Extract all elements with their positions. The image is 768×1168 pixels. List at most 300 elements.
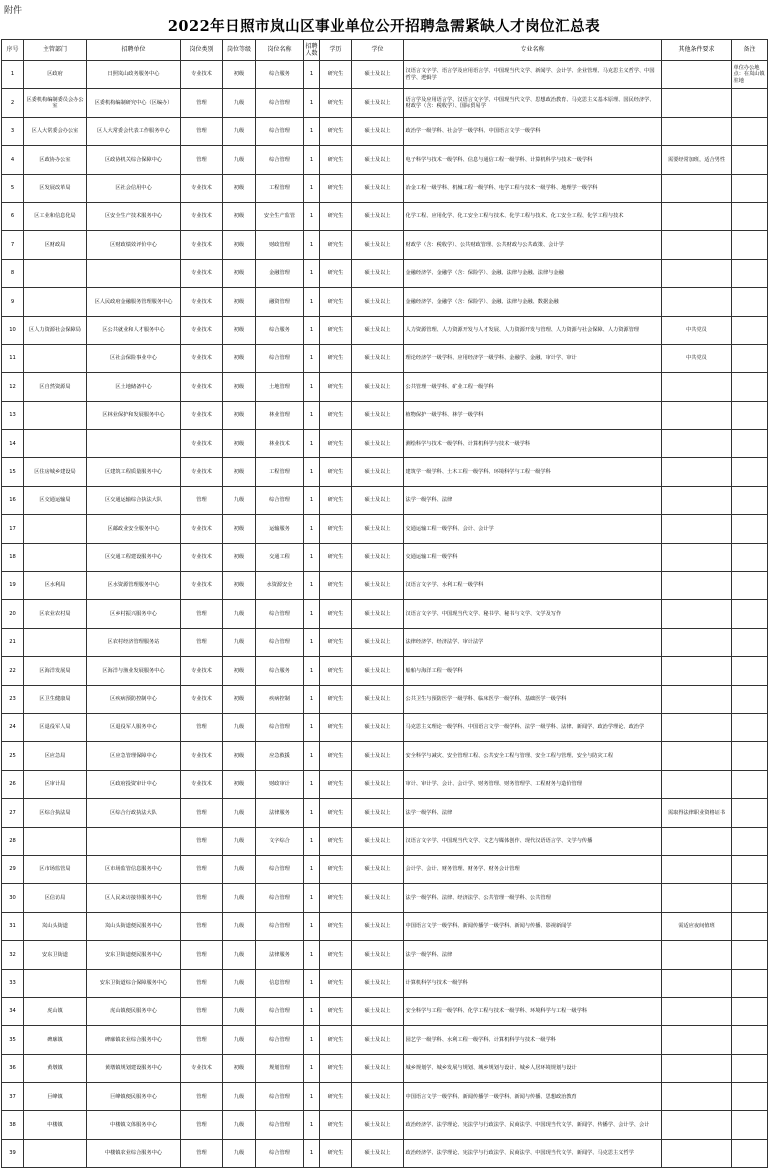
- cell-major: 冶金工程一级学科、机械工程一级学科、电学工程与技术一级学科、地理学一级学科: [404, 174, 662, 202]
- cell-note: [732, 202, 768, 230]
- cell-count: 1: [304, 941, 320, 969]
- cell-category: 管理: [181, 969, 223, 997]
- cell-level: 九级: [223, 941, 256, 969]
- cell-unit: 安东卫街道便民服务中心: [87, 941, 181, 969]
- cell-other: [662, 600, 732, 628]
- cell-major: 理论经济学一级学科、应用经济学一级学科、金融学、金融、审计学、审计: [404, 344, 662, 372]
- cell-note: [732, 941, 768, 969]
- cell-unit: [87, 827, 181, 855]
- cell-unit: 区人大常委会代表工作服务中心: [87, 117, 181, 145]
- cell-no: 15: [2, 458, 24, 486]
- cell-education: 研究生: [320, 89, 352, 117]
- cell-category: 管理: [181, 941, 223, 969]
- cell-dept: 区委机构编制委员会办公室: [24, 89, 87, 117]
- cell-count: 1: [304, 657, 320, 685]
- cell-no: 16: [2, 486, 24, 514]
- cell-other: 需取得法律职业资格证书: [662, 799, 732, 827]
- table-row: [2, 1139, 768, 1167]
- cell-education: 研究生: [320, 117, 352, 145]
- cell-count: 1: [304, 1139, 320, 1167]
- cell-post: 文字综合: [256, 827, 304, 855]
- cell-count: 1: [304, 1054, 320, 1082]
- cell-other: [662, 259, 732, 287]
- cell-degree: 硕士及以上: [352, 61, 404, 89]
- cell-dept: 区政协办公室: [24, 146, 87, 174]
- cell-major: 城乡规划学、城乡发展与规划、城乡规划与设计、城乡人居环境规划与设计: [404, 1054, 662, 1082]
- cell-level: 九级: [223, 969, 256, 997]
- cell-no: 18: [2, 543, 24, 571]
- cell-education: 研究生: [320, 174, 352, 202]
- table-row: [2, 941, 768, 969]
- cell-other: [662, 884, 732, 912]
- cell-note: [732, 515, 768, 543]
- cell-unit: 区疾病预防控制中心: [87, 685, 181, 713]
- cell-education: 研究生: [320, 259, 352, 287]
- cell-unit: 区委机构编制研究中心（区编办）: [87, 89, 181, 117]
- cell-post: 财政审计: [256, 770, 304, 798]
- cell-dept: 虎山镇: [24, 997, 87, 1025]
- cell-degree: 硕士及以上: [352, 430, 404, 458]
- cell-count: 1: [304, 884, 320, 912]
- cell-education: 研究生: [320, 912, 352, 940]
- cell-dept: 区人力资源社会保障局: [24, 316, 87, 344]
- cell-no: 29: [2, 855, 24, 883]
- cell-major: 公共管理一级学科、矿业工程一级学科: [404, 373, 662, 401]
- table-row: [2, 117, 768, 145]
- cell-count: 1: [304, 316, 320, 344]
- cell-count: 1: [304, 543, 320, 571]
- cell-level: 九级: [223, 117, 256, 145]
- cell-degree: 硕士及以上: [352, 572, 404, 600]
- cell-degree: 硕士及以上: [352, 1054, 404, 1082]
- cell-unit: 安东卫街道综合保障服务中心: [87, 969, 181, 997]
- cell-other: 中共党员: [662, 344, 732, 372]
- header-post: 岗位名称: [256, 40, 304, 61]
- cell-post: 工程管理: [256, 174, 304, 202]
- cell-other: [662, 486, 732, 514]
- cell-other: 需要经常加班，适合男性: [662, 146, 732, 174]
- cell-education: 研究生: [320, 628, 352, 656]
- cell-other: [662, 61, 732, 89]
- cell-category: 专业技术: [181, 1054, 223, 1082]
- cell-level: 九级: [223, 600, 256, 628]
- cell-no: 30: [2, 884, 24, 912]
- cell-post: 综合管理: [256, 884, 304, 912]
- cell-unit: 区综合行政执法大队: [87, 799, 181, 827]
- cell-degree: 硕士及以上: [352, 713, 404, 741]
- cell-other: [662, 373, 732, 401]
- cell-other: [662, 1083, 732, 1111]
- cell-education: 研究生: [320, 1139, 352, 1167]
- cell-unit: 区财政绩效评价中心: [87, 231, 181, 259]
- cell-unit: 碑廓镇农业综合服务中心: [87, 1026, 181, 1054]
- cell-count: 1: [304, 117, 320, 145]
- table-row: [2, 259, 768, 287]
- cell-unit: [87, 259, 181, 287]
- cell-no: 19: [2, 572, 24, 600]
- cell-note: [732, 1111, 768, 1139]
- cell-dept: 区人大常委会办公室: [24, 117, 87, 145]
- cell-no: 5: [2, 174, 24, 202]
- header-unit: 招聘单位: [87, 40, 181, 61]
- cell-level: 初级: [223, 259, 256, 287]
- cell-level: 九级: [223, 997, 256, 1025]
- cell-count: 1: [304, 259, 320, 287]
- cell-count: 1: [304, 174, 320, 202]
- cell-unit: 区建筑工程质量服务中心: [87, 458, 181, 486]
- cell-category: 专业技术: [181, 742, 223, 770]
- table-row: [2, 146, 768, 174]
- cell-note: [732, 855, 768, 883]
- cell-degree: 硕士及以上: [352, 146, 404, 174]
- cell-education: 研究生: [320, 657, 352, 685]
- cell-degree: 硕士及以上: [352, 628, 404, 656]
- cell-dept: 安东卫街道: [24, 941, 87, 969]
- cell-degree: 硕士及以上: [352, 1111, 404, 1139]
- cell-major: 交通运输工程一级学科、会计、会计学: [404, 515, 662, 543]
- cell-count: 1: [304, 912, 320, 940]
- cell-count: 1: [304, 146, 320, 174]
- cell-dept: [24, 1139, 87, 1167]
- cell-degree: 硕士及以上: [352, 89, 404, 117]
- cell-level: 初级: [223, 174, 256, 202]
- cell-post: 水资源安全: [256, 572, 304, 600]
- table-body: [2, 61, 768, 1168]
- table-row: [2, 770, 768, 798]
- cell-count: 1: [304, 572, 320, 600]
- cell-note: [732, 259, 768, 287]
- cell-note: [732, 89, 768, 117]
- cell-education: 研究生: [320, 458, 352, 486]
- cell-no: 32: [2, 941, 24, 969]
- table-row: [2, 458, 768, 486]
- cell-level: 九级: [223, 146, 256, 174]
- table-row: [2, 316, 768, 344]
- cell-dept: 中楼镇: [24, 1111, 87, 1139]
- cell-post: 应急救援: [256, 742, 304, 770]
- cell-degree: 硕士及以上: [352, 600, 404, 628]
- cell-degree: 硕士及以上: [352, 231, 404, 259]
- cell-major: 语言学及应用语言学、汉语言文字学、中国现当代文学、思想政治教育、马克思主义基本原理、国民经济学、财政学（含：税收学）、国际贸易学: [404, 89, 662, 117]
- table-row: [2, 572, 768, 600]
- cell-category: 管理: [181, 1026, 223, 1054]
- cell-note: [732, 1139, 768, 1167]
- cell-note: [732, 486, 768, 514]
- cell-post: 财政管理: [256, 231, 304, 259]
- cell-post: 综合管理: [256, 855, 304, 883]
- cell-post: 规划管理: [256, 1054, 304, 1082]
- cell-count: 1: [304, 742, 320, 770]
- cell-note: [732, 1054, 768, 1082]
- cell-dept: 区市场监管局: [24, 855, 87, 883]
- table-row: [2, 600, 768, 628]
- cell-post: 林业管理: [256, 401, 304, 429]
- cell-major: 公共卫生与预防医学一级学科、临床医学一级学科、基础医学一级学科: [404, 685, 662, 713]
- table-row: [2, 884, 768, 912]
- cell-unit: 区应急管理保障中心: [87, 742, 181, 770]
- cell-education: 研究生: [320, 855, 352, 883]
- cell-post: 金融管理: [256, 259, 304, 287]
- table-row: [2, 288, 768, 316]
- cell-category: 专业技术: [181, 401, 223, 429]
- cell-note: [732, 344, 768, 372]
- cell-dept: 巨峰镇: [24, 1083, 87, 1111]
- cell-category: 专业技术: [181, 458, 223, 486]
- cell-category: 专业技术: [181, 515, 223, 543]
- cell-level: 初级: [223, 288, 256, 316]
- cell-major: 政治学一级学科、社会学一级学科、中国语言文学一级学科: [404, 117, 662, 145]
- table-row: [2, 89, 768, 117]
- cell-category: 专业技术: [181, 572, 223, 600]
- cell-other: [662, 742, 732, 770]
- cell-no: 31: [2, 912, 24, 940]
- cell-note: [732, 628, 768, 656]
- cell-education: 研究生: [320, 515, 352, 543]
- cell-major: 植物保护一级学科、林学一级学科: [404, 401, 662, 429]
- cell-category: 管理: [181, 1083, 223, 1111]
- cell-level: 初级: [223, 430, 256, 458]
- cell-other: [662, 288, 732, 316]
- cell-note: [732, 997, 768, 1025]
- cell-note: [732, 174, 768, 202]
- cell-education: 研究生: [320, 1054, 352, 1082]
- cell-no: 25: [2, 742, 24, 770]
- cell-post: 综合服务: [256, 657, 304, 685]
- cell-note: [732, 231, 768, 259]
- cell-no: 36: [2, 1054, 24, 1082]
- cell-no: 22: [2, 657, 24, 685]
- cell-no: 27: [2, 799, 24, 827]
- header-no: 序号: [2, 40, 24, 61]
- cell-other: [662, 628, 732, 656]
- cell-major: 中国语言文学一级学科、新闻传播学一级学科、新闻与传播、思想政治教育: [404, 1083, 662, 1111]
- cell-major: 建筑学一级学科、土木工程一级学科、环境科学与工程一级学科: [404, 458, 662, 486]
- cell-level: 初级: [223, 742, 256, 770]
- cell-no: 34: [2, 997, 24, 1025]
- cell-post: 综合管理: [256, 89, 304, 117]
- cell-major: 园艺学一级学科、水利工程一级学科、计算机科学与技术一级学科: [404, 1026, 662, 1054]
- cell-note: [732, 543, 768, 571]
- cell-no: 1: [2, 61, 24, 89]
- cell-education: 研究生: [320, 1111, 352, 1139]
- cell-no: 2: [2, 89, 24, 117]
- table-row: [2, 515, 768, 543]
- cell-other: [662, 174, 732, 202]
- cell-category: 专业技术: [181, 373, 223, 401]
- cell-count: 1: [304, 713, 320, 741]
- cell-unit: 区退役军人服务中心: [87, 713, 181, 741]
- cell-unit: 区土地储备中心: [87, 373, 181, 401]
- cell-no: 39: [2, 1139, 24, 1167]
- cell-post: 融资管理: [256, 288, 304, 316]
- cell-degree: 硕士及以上: [352, 855, 404, 883]
- cell-education: 研究生: [320, 600, 352, 628]
- cell-category: 管理: [181, 799, 223, 827]
- cell-category: 管理: [181, 855, 223, 883]
- table-row: [2, 713, 768, 741]
- table-row: [2, 912, 768, 940]
- table-row: [2, 685, 768, 713]
- cell-other: [662, 572, 732, 600]
- cell-note: [732, 430, 768, 458]
- cell-level: 初级: [223, 458, 256, 486]
- header-note: 备注: [732, 40, 768, 61]
- cell-education: 研究生: [320, 146, 352, 174]
- cell-count: 1: [304, 515, 320, 543]
- cell-no: 38: [2, 1111, 24, 1139]
- cell-level: 初级: [223, 515, 256, 543]
- cell-no: 7: [2, 231, 24, 259]
- cell-note: [732, 685, 768, 713]
- cell-category: 专业技术: [181, 770, 223, 798]
- cell-category: 管理: [181, 89, 223, 117]
- cell-degree: 硕士及以上: [352, 827, 404, 855]
- cell-count: 1: [304, 344, 320, 372]
- cell-education: 研究生: [320, 770, 352, 798]
- cell-major: 汉语言文字学、中国现当代文学、秘书学、秘书与文学、文学及写作: [404, 600, 662, 628]
- cell-count: 1: [304, 202, 320, 230]
- cell-count: 1: [304, 855, 320, 883]
- cell-other: 中共党员: [662, 316, 732, 344]
- cell-note: [732, 373, 768, 401]
- cell-post: 综合管理: [256, 600, 304, 628]
- cell-count: 1: [304, 458, 320, 486]
- cell-level: 初级: [223, 231, 256, 259]
- cell-count: 1: [304, 600, 320, 628]
- cell-unit: 区林业保护和发展服务中心: [87, 401, 181, 429]
- cell-category: 管理: [181, 146, 223, 174]
- cell-no: 11: [2, 344, 24, 372]
- cell-level: 九级: [223, 1139, 256, 1167]
- cell-major: 汉语言文字学、水利工程一级学科: [404, 572, 662, 600]
- cell-level: 初级: [223, 316, 256, 344]
- cell-degree: 硕士及以上: [352, 657, 404, 685]
- table-row: [2, 344, 768, 372]
- cell-note: [732, 884, 768, 912]
- cell-dept: 区水利局: [24, 572, 87, 600]
- cell-dept: [24, 288, 87, 316]
- cell-note: 单位办公地点：在岚山镇驻地: [732, 61, 768, 89]
- cell-count: 1: [304, 1026, 320, 1054]
- cell-dept: 区交通运输局: [24, 486, 87, 514]
- cell-major: 法学一级学科、法律: [404, 941, 662, 969]
- cell-degree: 硕士及以上: [352, 259, 404, 287]
- cell-education: 研究生: [320, 997, 352, 1025]
- cell-degree: 硕士及以上: [352, 117, 404, 145]
- cell-education: 研究生: [320, 799, 352, 827]
- cell-post: 综合管理: [256, 1083, 304, 1111]
- cell-major: 中国语言文学一级学科、新闻传播学一级学科、新闻与传播、影视新闻学: [404, 912, 662, 940]
- cell-other: [662, 770, 732, 798]
- cell-no: 8: [2, 259, 24, 287]
- cell-count: 1: [304, 373, 320, 401]
- cell-note: [732, 316, 768, 344]
- cell-education: 研究生: [320, 288, 352, 316]
- cell-level: 初级: [223, 1054, 256, 1082]
- cell-other: [662, 1026, 732, 1054]
- cell-post: 综合管理: [256, 628, 304, 656]
- table-row: [2, 543, 768, 571]
- table-row: [2, 657, 768, 685]
- cell-education: 研究生: [320, 543, 352, 571]
- cell-degree: 硕士及以上: [352, 174, 404, 202]
- cell-degree: 硕士及以上: [352, 969, 404, 997]
- cell-other: [662, 997, 732, 1025]
- cell-level: 初级: [223, 572, 256, 600]
- cell-no: 3: [2, 117, 24, 145]
- cell-note: [732, 288, 768, 316]
- table-row: [2, 61, 768, 89]
- cell-dept: 区工业和信息化局: [24, 202, 87, 230]
- cell-major: 政治经济学、法学理论、宪法学与行政法学、民商法学、中国现当代文学、新闻学、传播学、会计学、会计: [404, 1111, 662, 1139]
- cell-unit: 区公共就业和人才服务中心: [87, 316, 181, 344]
- cell-count: 1: [304, 685, 320, 713]
- cell-category: 专业技术: [181, 288, 223, 316]
- table-row: [2, 1054, 768, 1082]
- cell-note: [732, 657, 768, 685]
- cell-major: 马克思主义理论一级学科、中国语言文学一级学科、法学一级学科、法律、新闻学、政治学理论、政治学: [404, 713, 662, 741]
- cell-major: 安全科学与减灾、安全管理工程、公共安全工程与管理、安全工程与管理、安全与防灾工程: [404, 742, 662, 770]
- cell-other: [662, 713, 732, 741]
- attachment-label: 附件: [4, 6, 23, 16]
- cell-no: 6: [2, 202, 24, 230]
- cell-education: 研究生: [320, 486, 352, 514]
- cell-other: 需适应夜间值班: [662, 912, 732, 940]
- cell-dept: [24, 430, 87, 458]
- cell-category: 专业技术: [181, 316, 223, 344]
- cell-count: 1: [304, 969, 320, 997]
- cell-other: [662, 657, 732, 685]
- cell-note: [732, 912, 768, 940]
- cell-dept: 区财政局: [24, 231, 87, 259]
- cell-degree: 硕士及以上: [352, 941, 404, 969]
- cell-degree: 硕士及以上: [352, 912, 404, 940]
- cell-level: 初级: [223, 344, 256, 372]
- cell-no: 10: [2, 316, 24, 344]
- cell-level: 九级: [223, 827, 256, 855]
- cell-major: 审计、审计学、会计、会计学、财务管理、财务管理学、工程财务与造价管理: [404, 770, 662, 798]
- cell-category: 管理: [181, 884, 223, 912]
- cell-category: 管理: [181, 1139, 223, 1167]
- cell-level: 九级: [223, 855, 256, 883]
- cell-major: 船舶与海洋工程一级学科: [404, 657, 662, 685]
- table-row: [2, 997, 768, 1025]
- cell-note: [732, 1026, 768, 1054]
- cell-no: 28: [2, 827, 24, 855]
- cell-dept: [24, 969, 87, 997]
- cell-unit: 区政府投资审计中心: [87, 770, 181, 798]
- cell-post: 综合管理: [256, 1026, 304, 1054]
- cell-post: 综合管理: [256, 997, 304, 1025]
- cell-major: 政治经济学、法学理论、宪法学与行政法学、民商法学、中国现当代文学、新闻学、马克思主义哲学: [404, 1139, 662, 1167]
- cell-unit: [87, 430, 181, 458]
- cell-count: 1: [304, 827, 320, 855]
- cell-no: 23: [2, 685, 24, 713]
- cell-count: 1: [304, 231, 320, 259]
- cell-education: 研究生: [320, 430, 352, 458]
- cell-major: 安全科学与工程一级学科、化学工程与技术一级学科、环境科学与工程一级学科: [404, 997, 662, 1025]
- cell-unit: 区社会保险事业中心: [87, 344, 181, 372]
- cell-dept: 黄墩镇: [24, 1054, 87, 1082]
- cell-no: 21: [2, 628, 24, 656]
- cell-other: [662, 685, 732, 713]
- header-level: 岗位等级: [223, 40, 256, 61]
- cell-category: 专业技术: [181, 685, 223, 713]
- cell-category: 管理: [181, 827, 223, 855]
- cell-post: 综合管理: [256, 486, 304, 514]
- cell-education: 研究生: [320, 373, 352, 401]
- cell-dept: [24, 628, 87, 656]
